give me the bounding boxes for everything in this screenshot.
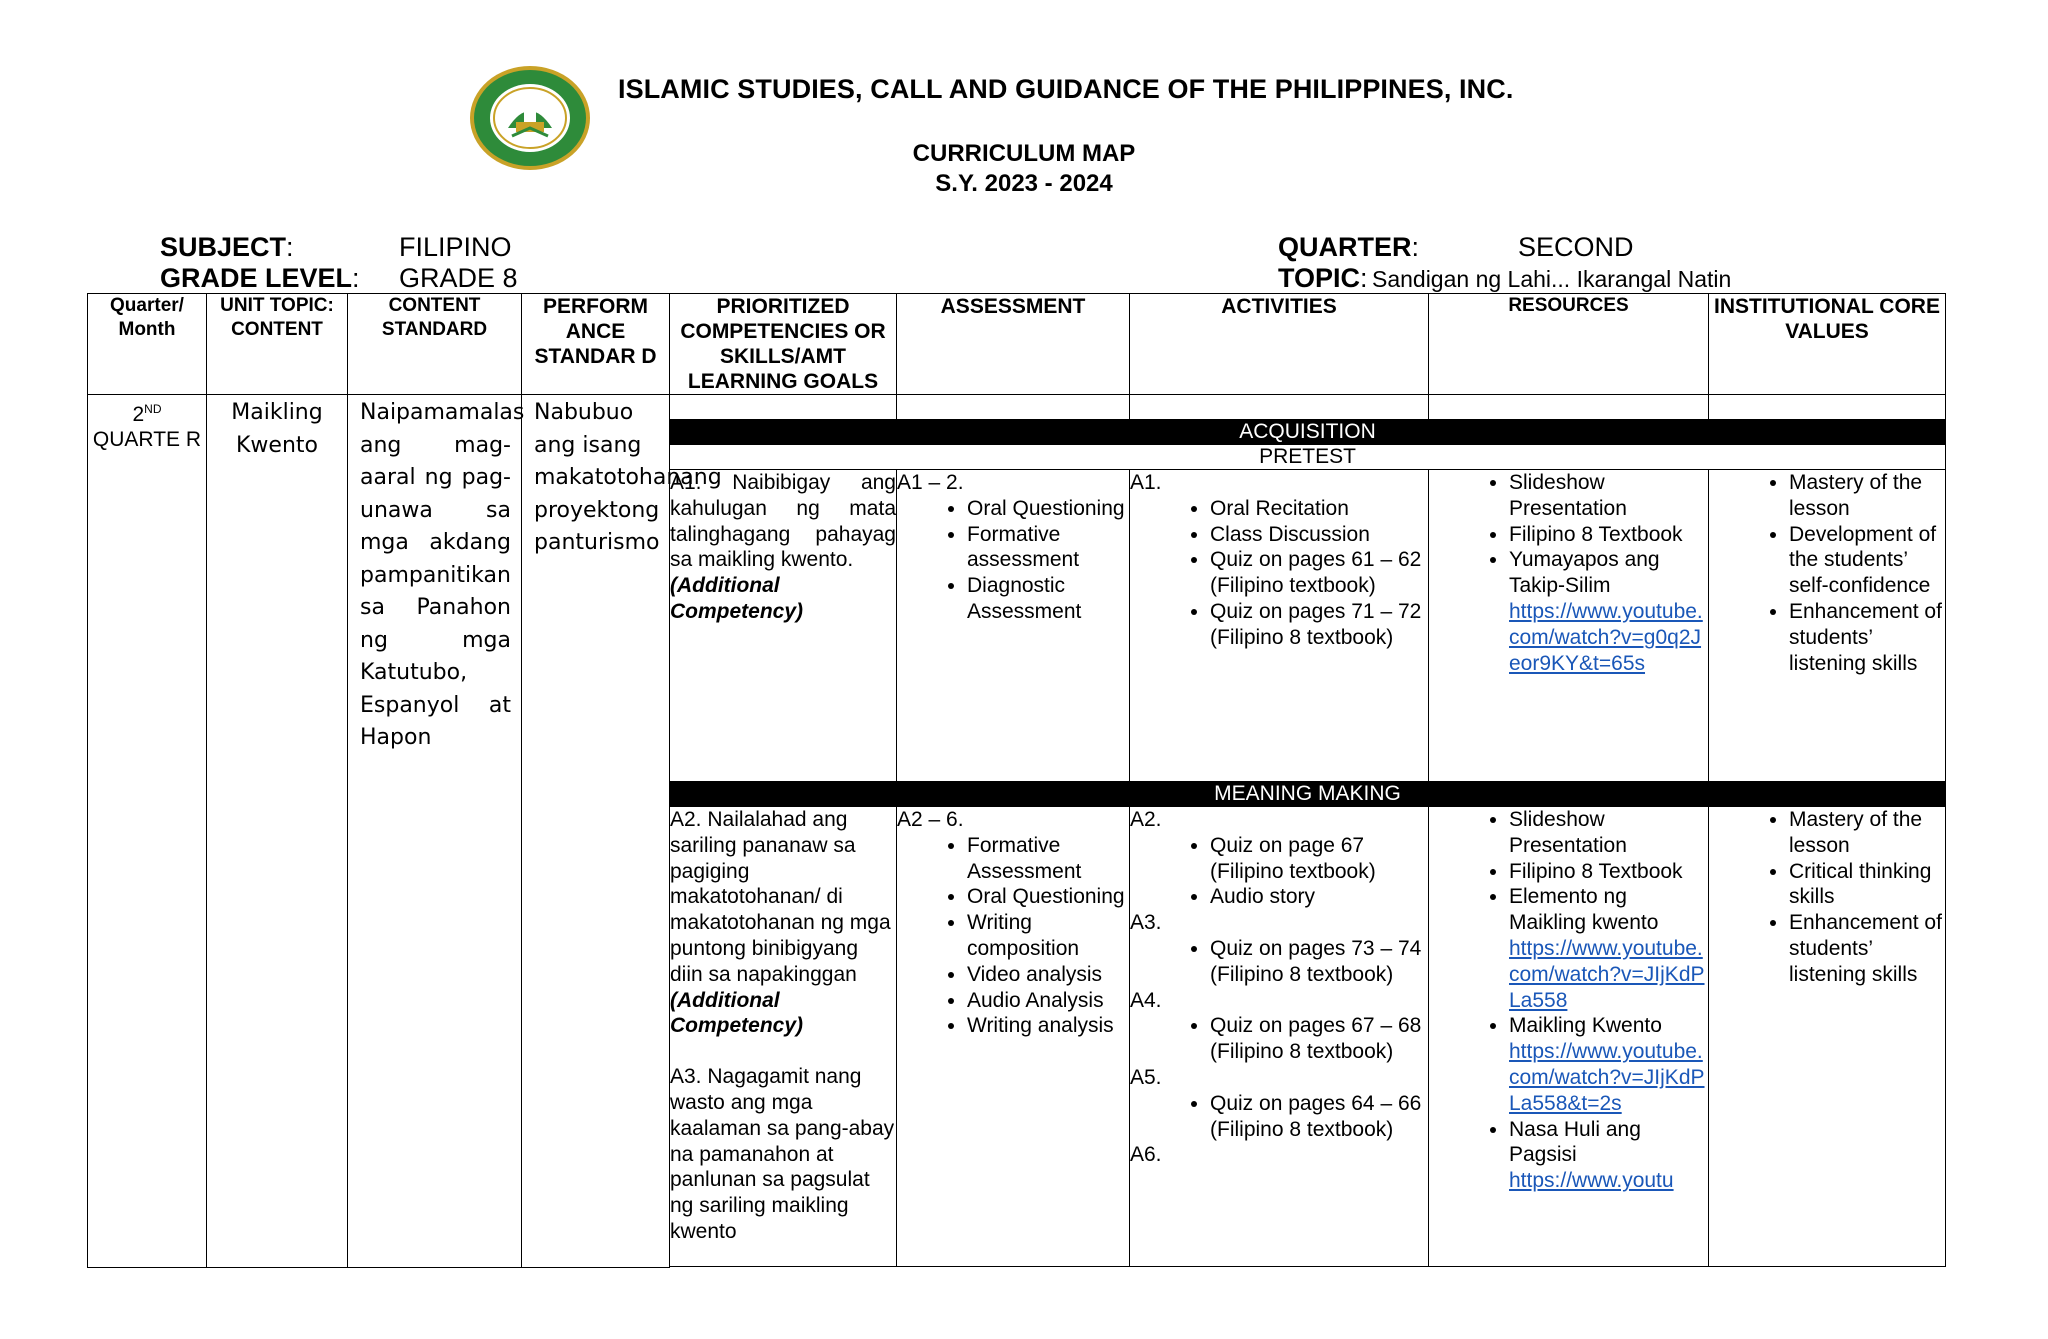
resource-link[interactable]: https://www.youtu <box>1509 1169 1674 1193</box>
assessment-item: • Formative Assessment <box>967 833 1129 885</box>
activity-group-head: A4. <box>1130 988 1162 1012</box>
resource-item <box>1509 547 1708 676</box>
assessment-item: • Audio Analysis <box>967 988 1129 1014</box>
unit-topic-cell: Maikling Kwento <box>207 395 348 1268</box>
section1-resources <box>1429 470 1709 782</box>
col-assessment: ASSESSMENT <box>897 294 1130 395</box>
assessment-item: • Oral Questioning <box>967 496 1129 522</box>
resource-item <box>1509 1117 1708 1194</box>
core-value-item: • Mastery of the lesson <box>1789 470 1945 522</box>
quarter-label: QUARTER <box>1278 232 1412 262</box>
subject-label: SUBJECT <box>160 232 287 262</box>
activity-group-head: A5. <box>1130 1065 1162 1089</box>
resource-item <box>1509 859 1708 885</box>
resource-title: • Nasa Huli ang Pagsisi <box>1509 1117 1641 1167</box>
col-core-values: INSTITUTIONAL CORE VALUES <box>1709 294 1946 395</box>
core-value-item: • Mastery of the lesson <box>1789 807 1945 859</box>
topic-value: Sandigan ng Lahi... Ikarangal Natin <box>1371 266 1732 292</box>
performance-standard-cell: Nabubuo ang isang makatotohanang proyektong panturismo <box>522 395 670 1268</box>
curriculum-map-table <box>87 293 1946 1268</box>
col-performance-standard: PERFORM ANCE STANDAR D <box>522 294 670 395</box>
resource-item <box>1509 807 1708 859</box>
quarter-word: QUARTE R <box>92 428 202 451</box>
core-value-item: • Critical thinking skills <box>1789 859 1945 911</box>
activity-item: • Quiz on pages 71 – 72 (Filipino 8 textbook) <box>1210 599 1428 651</box>
competency-a3: A3. Nagagamit nang wasto ang mga kaalaman sa pang-abay na pamanahon at panlunan sa pagsulat ng sariling maikling kwento <box>670 1065 895 1243</box>
section2-core-values <box>1709 807 1946 1267</box>
school-year: S.Y. 2023 - 2024 <box>935 170 1113 197</box>
col-activities: ACTIVITIES <box>1130 294 1429 395</box>
quarter-number: 2 <box>132 403 145 426</box>
section2-resources <box>1429 807 1709 1267</box>
document-title: CURRICULUM MAP <box>912 140 1136 167</box>
activity-item: • Quiz on pages 67 – 68 (Filipino 8 textbook) <box>1210 1013 1428 1065</box>
grade-value: GRADE 8 <box>399 263 518 293</box>
content-standard-cell: Naipamamalas ang mag-aaral ng pag-unawa sa mga akdang pampanitikan sa Panahon ng mga Katutubo, Espanyol at Hapon <box>348 395 522 1268</box>
assessment-item: • Writing composition <box>967 910 1129 962</box>
subject-value: FILIPINO <box>399 232 512 262</box>
activity-item: • Quiz on pages 64 – 66 (Filipino 8 textbook) <box>1210 1091 1428 1143</box>
assessment-head: A1 – 2. <box>897 471 964 494</box>
resource-title: • Elemento ng Maikling kwento <box>1509 885 1659 935</box>
resource-title: • Slideshow Presentation <box>1509 808 1627 857</box>
grade-label: GRADE LEVEL <box>160 263 353 293</box>
meaning-making-band: MEANING MAKING <box>670 782 1946 807</box>
col-resources: RESOURCES <box>1429 294 1709 395</box>
section1-core-values <box>1709 470 1946 782</box>
spacer-row <box>88 395 1946 420</box>
assessment-item: • Writing analysis <box>967 1013 1129 1039</box>
resource-item <box>1509 470 1708 522</box>
section1-assessment <box>897 470 1130 782</box>
section1-competency <box>670 470 897 782</box>
resource-title: • Maikling Kwento <box>1509 1014 1662 1038</box>
activity-group-head: A3. <box>1130 911 1162 935</box>
resource-title: • Slideshow Presentation <box>1509 471 1627 520</box>
assessment-item: • Oral Questioning <box>967 884 1129 910</box>
quarter-cell <box>88 395 207 1268</box>
activity-item: • Quiz on pages 61 – 62 (Filipino textbook) <box>1210 547 1428 599</box>
competency-a1: A1. Naibibigay ang kahulugan ng mata talinghagang pahayag sa maikling kwento. <box>670 471 896 572</box>
col-competencies: PRIORITIZED COMPETENCIES OR SKILLS/AMT LEARNING GOALS <box>670 294 897 395</box>
pretest-label: PRETEST <box>670 445 1946 470</box>
topic-label: TOPIC <box>1278 263 1361 293</box>
activities-head: A1. <box>1130 471 1162 494</box>
activity-item: • Oral Recitation <box>1210 496 1428 522</box>
competency-note: (Additional Competency) <box>670 574 804 623</box>
competency-a2: A2. Nailalahad ang sariling pananaw sa pagiging makatotohanan/ di makatotohanan ng mga puntong binibigyang diin sa napakinggan <box>670 808 891 986</box>
core-value-item: • Enhancement of students’ listening skills <box>1789 910 1945 987</box>
topic-row: TOPIC: Sandigan ng Lahi... Ikarangal Natin <box>1278 263 1732 293</box>
resource-title: • Yumayapos ang Takip-Silim <box>1509 548 1660 598</box>
section2-competency <box>670 807 897 1267</box>
activity-item: • Class Discussion <box>1210 522 1428 548</box>
resource-link[interactable]: https://www.youtube.com/watch?v=JIjKdPLa558&t=2s <box>1509 1040 1705 1115</box>
assessment-item: • Formative assessment <box>967 522 1129 574</box>
resource-link[interactable]: https://www.youtube.com/watch?v=JIjKdPLa558 <box>1509 936 1705 1012</box>
resource-title: • Filipino 8 Textbook <box>1509 522 1683 546</box>
activity-item: • Audio story <box>1210 884 1428 910</box>
activity-group-head: A2. <box>1130 808 1162 831</box>
core-value-item: • Development of the students’ self-confidence <box>1789 522 1945 599</box>
col-content-standard: CONTENT STANDARD <box>348 294 522 395</box>
quarter-row: QUARTER: <box>1278 232 1420 262</box>
competency-note: (Additional Competency) <box>670 988 804 1038</box>
quarter-superscript: ND <box>144 402 162 416</box>
section2-assessment <box>897 807 1130 1267</box>
grade-row: GRADE LEVEL: <box>160 263 360 293</box>
section1-activities <box>1130 470 1429 782</box>
organization-name: ISLAMIC STUDIES, CALL AND GUIDANCE OF THE PHILIPPINES, INC. <box>618 74 1514 104</box>
assessment-head: A2 – 6. <box>897 808 964 831</box>
core-value-item: • Enhancement of students’ listening skills <box>1789 599 1945 676</box>
header-row <box>88 294 1946 395</box>
assessment-item: • Video analysis <box>967 962 1129 988</box>
resource-item <box>1509 1013 1708 1116</box>
resource-title: • Filipino 8 Textbook <box>1509 859 1683 883</box>
acquisition-band: ACQUISITION <box>670 420 1946 445</box>
subject-row: SUBJECT: <box>160 232 294 262</box>
activity-item: • Quiz on pages 73 – 74 (Filipino 8 textbook) <box>1210 936 1428 988</box>
activity-group-head: A6. <box>1130 1143 1162 1167</box>
col-unit-topic: UNIT TOPIC: CONTENT <box>207 294 348 395</box>
assessment-item: • Diagnostic Assessment <box>967 573 1129 625</box>
section2-activities <box>1130 807 1429 1267</box>
resource-item <box>1509 522 1708 548</box>
quarter-value: SECOND <box>1518 232 1634 262</box>
resource-item <box>1509 884 1708 1013</box>
col-quarter-month: Quarter/ Month <box>88 294 207 395</box>
resource-link[interactable]: https://www.youtube.com/watch?v=g0q2Jeor9KY&t=65s <box>1509 599 1703 675</box>
activity-item: • Quiz on page 67 (Filipino textbook) <box>1210 833 1428 885</box>
